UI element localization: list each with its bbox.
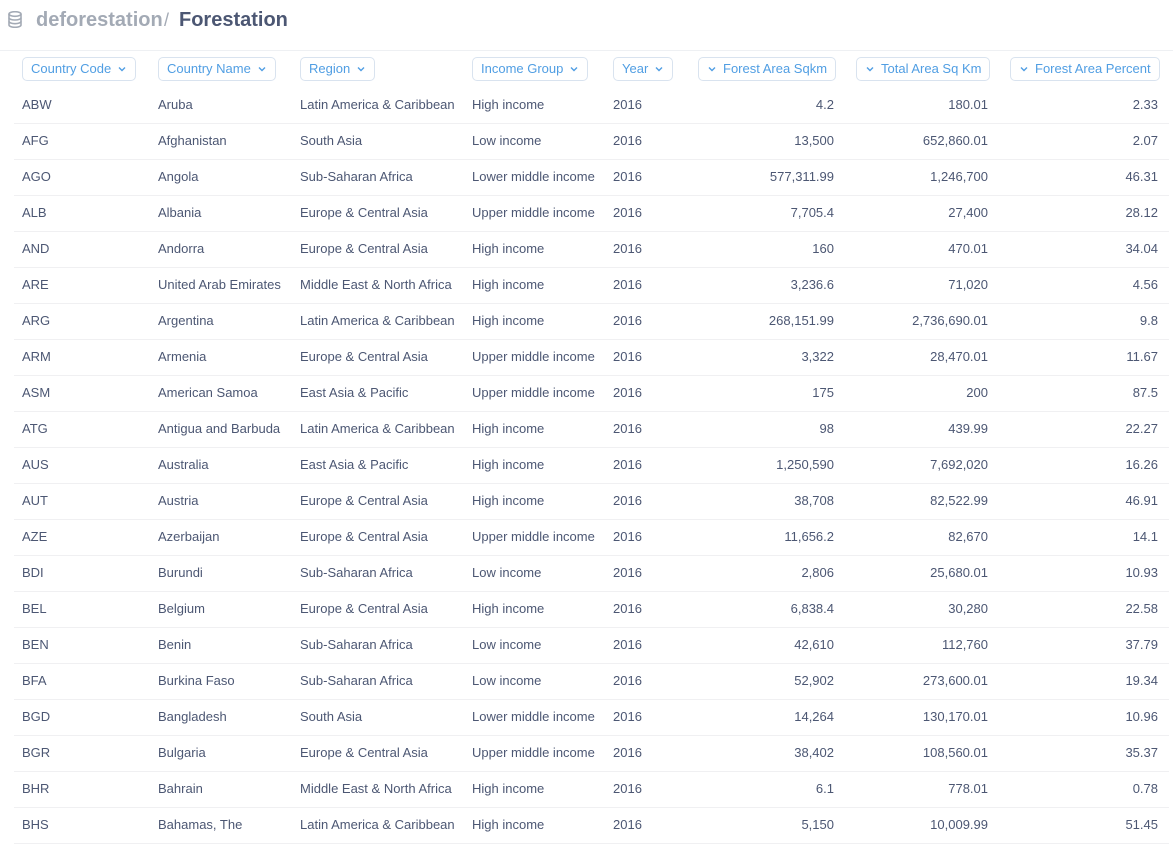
chevron-down-icon [707, 64, 717, 74]
cell-year: 2016 [613, 781, 642, 796]
cell-region: East Asia & Pacific [300, 457, 409, 472]
cell-income-group: High income [472, 241, 545, 256]
table-row [14, 807, 1169, 844]
cell-forest-area-percent: 16.26 [1125, 457, 1158, 472]
column-header-country-code[interactable] [22, 57, 136, 81]
table-row [14, 195, 1169, 232]
cell-region: Latin America & Caribbean [300, 97, 455, 112]
column-header-year[interactable] [613, 57, 673, 81]
cell-region: Sub-Saharan Africa [300, 673, 413, 688]
cell-year: 2016 [613, 529, 642, 544]
cell-region: Europe & Central Asia [300, 349, 428, 364]
cell-country-code: AFG [22, 133, 49, 148]
cell-total-area-sq-km: 439.99 [948, 421, 988, 436]
cell-total-area-sq-km: 108,560.01 [922, 745, 988, 760]
cell-year: 2016 [613, 349, 642, 364]
table-row [14, 375, 1169, 412]
cell-forest-area-percent: 37.79 [1125, 637, 1158, 652]
cell-total-area-sq-km: 82,522.99 [930, 493, 988, 508]
cell-forest-area-percent: 0.78 [1132, 781, 1158, 796]
cell-total-area-sq-km: 130,170.01 [922, 709, 988, 724]
cell-income-group: Low income [472, 565, 542, 580]
cell-country-code: AZE [22, 529, 48, 544]
cell-forest-area-sqkm: 6.1 [815, 781, 834, 796]
table-row [14, 699, 1169, 736]
cell-forest-area-percent: 28.12 [1125, 205, 1158, 220]
column-header-label: Forest Area Sqkm [723, 61, 828, 76]
cell-country-code: BHS [22, 817, 49, 832]
cell-year: 2016 [613, 673, 642, 688]
cell-forest-area-sqkm: 7,705.4 [790, 205, 834, 220]
table-row [14, 303, 1169, 340]
cell-total-area-sq-km: 1,246,700 [930, 169, 988, 184]
cell-country-name: Antigua and Barbuda [158, 421, 281, 436]
cell-country-name: Burkina Faso [158, 673, 235, 688]
cell-forest-area-sqkm: 5,150 [801, 817, 834, 832]
cell-region: East Asia & Pacific [300, 385, 409, 400]
cell-country-code: BGR [22, 745, 51, 760]
cell-income-group: Lower middle income [472, 169, 595, 184]
cell-income-group: High income [472, 601, 545, 616]
cell-total-area-sq-km: 7,692,020 [930, 457, 988, 472]
cell-forest-area-sqkm: 42,610 [794, 637, 834, 652]
cell-forest-area-sqkm: 98 [819, 421, 834, 436]
cell-region: Sub-Saharan Africa [300, 169, 413, 184]
cell-forest-area-sqkm: 11,656.2 [784, 529, 834, 544]
cell-forest-area-percent: 14.1 [1132, 529, 1158, 544]
chevron-down-icon [257, 64, 267, 74]
cell-total-area-sq-km: 778.01 [948, 781, 988, 796]
column-header-country-name[interactable] [158, 57, 276, 81]
table-row [14, 771, 1169, 808]
cell-income-group: Low income [472, 133, 542, 148]
column-header-label: Forest Area Percent [1035, 61, 1151, 76]
cell-region: Europe & Central Asia [300, 601, 428, 616]
cell-forest-area-percent: 2.07 [1132, 133, 1158, 148]
cell-region: Latin America & Caribbean [300, 817, 455, 832]
cell-country-name: Albania [158, 205, 202, 220]
cell-country-name: Benin [158, 637, 192, 652]
column-header-forest-area-percent[interactable] [1010, 57, 1160, 81]
cell-total-area-sq-km: 112,760 [941, 637, 988, 652]
cell-year: 2016 [613, 745, 642, 760]
cell-income-group: High income [472, 493, 545, 508]
cell-forest-area-sqkm: 3,236.6 [790, 277, 834, 292]
cell-region: Sub-Saharan Africa [300, 565, 413, 580]
cell-region: South Asia [300, 709, 363, 724]
breadcrumb-database-link[interactable]: deforestation [36, 9, 163, 31]
cell-income-group: Low income [472, 637, 542, 652]
cell-country-name: Bangladesh [158, 709, 227, 724]
cell-year: 2016 [613, 277, 642, 292]
cell-country-code: ALB [22, 205, 47, 220]
cell-country-name: United Arab Emirates [158, 277, 281, 292]
cell-income-group: High income [472, 781, 545, 796]
cell-total-area-sq-km: 27,400 [948, 205, 988, 220]
cell-country-code: AUT [22, 493, 48, 508]
cell-year: 2016 [613, 97, 642, 112]
cell-income-group: Upper middle income [472, 385, 595, 400]
cell-region: South Asia [300, 133, 363, 148]
column-header-label: Region [309, 61, 351, 76]
cell-forest-area-percent: 22.58 [1125, 601, 1158, 616]
cell-region: Latin America & Caribbean [300, 313, 455, 328]
cell-country-code: ARM [22, 349, 51, 364]
database-icon [8, 11, 22, 28]
table-row [14, 591, 1169, 628]
cell-forest-area-sqkm: 13,500 [794, 133, 834, 148]
cell-income-group: High income [472, 313, 545, 328]
cell-country-code: BHR [22, 781, 50, 796]
chevron-down-icon [865, 64, 875, 74]
cell-region: Latin America & Caribbean [300, 421, 455, 436]
cell-income-group: Lower middle income [472, 709, 595, 724]
cell-region: Europe & Central Asia [300, 241, 428, 256]
cell-income-group: Upper middle income [472, 745, 595, 760]
cell-year: 2016 [613, 205, 642, 220]
cell-forest-area-sqkm: 577,311.99 [769, 169, 834, 184]
cell-region: Sub-Saharan Africa [300, 637, 413, 652]
cell-country-name: Bulgaria [158, 745, 206, 760]
cell-forest-area-sqkm: 160 [812, 241, 834, 256]
cell-year: 2016 [613, 457, 642, 472]
cell-income-group: Upper middle income [472, 349, 595, 364]
cell-year: 2016 [613, 817, 642, 832]
cell-income-group: High income [472, 97, 545, 112]
chevron-down-icon [117, 64, 127, 74]
cell-country-code: ATG [22, 421, 48, 436]
cell-year: 2016 [613, 709, 642, 724]
cell-country-code: ASM [22, 385, 51, 400]
cell-forest-area-percent: 35.37 [1125, 745, 1158, 760]
table-row [14, 123, 1169, 160]
cell-country-name: Austria [158, 493, 199, 508]
cell-forest-area-sqkm: 175 [812, 385, 834, 400]
cell-total-area-sq-km: 200 [966, 385, 988, 400]
breadcrumb-separator: / [164, 10, 170, 30]
cell-forest-area-percent: 22.27 [1125, 421, 1158, 436]
chevron-down-icon [654, 64, 664, 74]
column-header-region[interactable] [300, 57, 375, 81]
cell-income-group: Low income [472, 673, 542, 688]
cell-country-code: ABW [22, 97, 52, 112]
table-row [14, 519, 1169, 556]
cell-income-group: High income [472, 817, 545, 832]
cell-country-code: BGD [22, 709, 51, 724]
cell-forest-area-sqkm: 14,264 [794, 709, 834, 724]
table-row [14, 735, 1169, 772]
cell-region: Europe & Central Asia [300, 493, 428, 508]
cell-country-name: Belgium [158, 601, 205, 616]
chevron-down-icon [356, 64, 366, 74]
cell-forest-area-sqkm: 6,838.4 [790, 601, 834, 616]
cell-forest-area-percent: 9.8 [1139, 313, 1158, 328]
cell-total-area-sq-km: 71,020 [948, 277, 988, 292]
cell-total-area-sq-km: 652,860.01 [922, 133, 988, 148]
cell-total-area-sq-km: 470.01 [948, 241, 988, 256]
table-row [14, 159, 1169, 196]
cell-forest-area-percent: 10.93 [1125, 565, 1158, 580]
cell-country-name: Azerbaijan [158, 529, 220, 544]
cell-forest-area-sqkm: 38,708 [794, 493, 834, 508]
cell-country-name: Australia [158, 457, 209, 472]
column-header-total-area-sq-km[interactable] [856, 57, 990, 81]
column-header-forest-area-sqkm[interactable] [698, 57, 836, 81]
cell-total-area-sq-km: 82,670 [948, 529, 988, 544]
cell-year: 2016 [613, 601, 642, 616]
cell-forest-area-percent: 11.67 [1126, 349, 1158, 364]
cell-income-group: Upper middle income [472, 529, 595, 544]
table-row [14, 483, 1169, 520]
column-header-label: Total Area Sq Km [881, 61, 982, 76]
table-row [14, 87, 1169, 124]
cell-forest-area-percent: 10.96 [1125, 709, 1158, 724]
cell-region: Europe & Central Asia [300, 529, 428, 544]
cell-region: Europe & Central Asia [300, 745, 428, 760]
cell-country-name: Aruba [158, 97, 193, 112]
table-row [14, 411, 1169, 448]
cell-country-code: ARG [22, 313, 51, 328]
cell-country-name: Afghanistan [158, 133, 227, 148]
cell-year: 2016 [613, 493, 642, 508]
page-title: Forestation [179, 9, 288, 31]
chevron-down-icon [569, 64, 579, 74]
cell-forest-area-percent: 46.91 [1125, 493, 1158, 508]
column-header-label: Country Code [31, 61, 112, 76]
cell-region: Europe & Central Asia [300, 205, 428, 220]
column-header-income-group[interactable] [472, 57, 588, 81]
cell-forest-area-sqkm: 52,902 [794, 673, 834, 688]
cell-country-code: BEN [22, 637, 49, 652]
cell-total-area-sq-km: 273,600.01 [922, 673, 988, 688]
cell-country-name: Bahrain [158, 781, 203, 796]
table-row [14, 447, 1169, 484]
cell-income-group: Upper middle income [472, 205, 595, 220]
cell-country-name: Bahamas, The [158, 817, 243, 832]
cell-total-area-sq-km: 180.01 [948, 97, 988, 112]
cell-region: Middle East & North Africa [300, 277, 452, 292]
cell-year: 2016 [613, 241, 642, 256]
cell-country-code: AUS [22, 457, 49, 472]
cell-forest-area-sqkm: 1,250,590 [776, 457, 834, 472]
table-row [14, 663, 1169, 700]
cell-total-area-sq-km: 25,680.01 [930, 565, 988, 580]
cell-forest-area-percent: 51.45 [1125, 817, 1158, 832]
cell-total-area-sq-km: 2,736,690.01 [912, 313, 988, 328]
chevron-down-icon [1019, 64, 1029, 74]
cell-year: 2016 [613, 421, 642, 436]
cell-country-name: Angola [158, 169, 199, 184]
cell-forest-area-percent: 19.34 [1125, 673, 1158, 688]
cell-country-code: ARE [22, 277, 49, 292]
cell-country-code: AGO [22, 169, 51, 184]
cell-forest-area-sqkm: 4.2 [815, 97, 834, 112]
cell-year: 2016 [613, 385, 642, 400]
cell-country-code: BEL [22, 601, 47, 616]
cell-country-name: Armenia [158, 349, 207, 364]
column-header-label: Income Group [481, 61, 564, 76]
cell-income-group: High income [472, 421, 545, 436]
cell-total-area-sq-km: 30,280 [948, 601, 988, 616]
cell-forest-area-percent: 87.5 [1132, 385, 1158, 400]
cell-country-name: Burundi [158, 565, 203, 580]
cell-year: 2016 [613, 565, 642, 580]
table-row [14, 339, 1169, 376]
cell-total-area-sq-km: 10,009.99 [930, 817, 988, 832]
cell-country-code: BDI [22, 565, 44, 580]
cell-region: Middle East & North Africa [300, 781, 452, 796]
table-row [14, 267, 1169, 304]
table-row [14, 627, 1169, 664]
cell-year: 2016 [613, 169, 642, 184]
table-row [14, 231, 1169, 268]
cell-forest-area-percent: 46.31 [1125, 169, 1158, 184]
cell-country-name: Argentina [158, 313, 214, 328]
column-header-label: Country Name [167, 61, 251, 76]
cell-forest-area-percent: 4.56 [1132, 277, 1158, 292]
cell-forest-area-percent: 2.33 [1132, 97, 1158, 112]
page-header [0, 0, 1173, 51]
cell-country-name: Andorra [158, 241, 205, 256]
cell-forest-area-sqkm: 38,402 [794, 745, 834, 760]
cell-country-code: BFA [22, 673, 47, 688]
table-row [14, 555, 1169, 592]
cell-year: 2016 [613, 637, 642, 652]
column-header-label: Year [622, 61, 649, 76]
cell-country-code: AND [22, 241, 50, 256]
cell-forest-area-sqkm: 3,322 [801, 349, 834, 364]
cell-year: 2016 [613, 133, 642, 148]
cell-income-group: High income [472, 277, 545, 292]
cell-total-area-sq-km: 28,470.01 [930, 349, 988, 364]
cell-forest-area-percent: 34.04 [1125, 241, 1158, 256]
cell-forest-area-sqkm: 2,806 [801, 565, 834, 580]
cell-year: 2016 [613, 313, 642, 328]
cell-income-group: High income [472, 457, 545, 472]
cell-country-name: American Samoa [158, 385, 258, 400]
cell-forest-area-sqkm: 268,151.99 [768, 313, 834, 328]
